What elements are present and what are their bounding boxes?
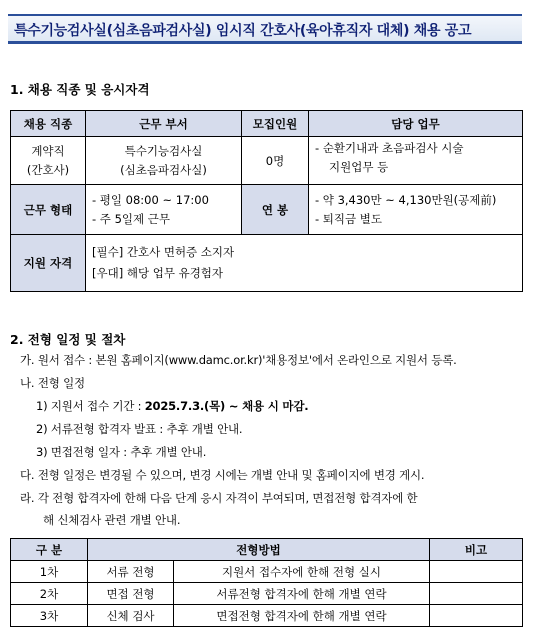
selection-table-header: [11, 539, 523, 561]
header-stage: 구 분: [11, 539, 88, 561]
type-cell: 신체 검사: [88, 605, 174, 627]
recruit-table-header: [11, 111, 523, 137]
application-text: 가. 원서 접수 : 본원 홈페이지(www.damc.or.kr)'채용정보'에서 온라인으로 지원서 등록.: [20, 353, 457, 367]
step1-label: 1) 지원서 접수 기간 :: [36, 399, 145, 413]
page-title: 특수기능검사실(심초음파검사실) 임시직 간호사(육아휴직자 대체) 채용 공고: [14, 23, 472, 39]
desc-cell: 면접전형 합격자에 한해 개별 연락: [174, 605, 430, 627]
header-note: 비고: [430, 539, 523, 561]
section2-heading: 2. 전형 일정 및 절차: [10, 332, 126, 347]
hours-line: - 평일 08:00 ~ 17:00: [92, 192, 209, 207]
desc-cell: 지원서 접수자에 한해 전형 실시: [174, 561, 430, 583]
dept-cell: [86, 137, 242, 185]
table-row: [11, 583, 523, 605]
selection-table: [10, 538, 523, 627]
count-cell: 0명: [242, 137, 309, 185]
table-row: [11, 561, 523, 583]
header-dept: 근무 부서: [86, 111, 242, 137]
schedule-step2: 2) 서류전형 합격자 발표 : 추후 개별 안내.: [36, 422, 243, 436]
desc-cell: 서류전형 합격자에 한해 개별 연락: [174, 583, 430, 605]
qualification-label: 지원 자격: [11, 235, 86, 292]
salary-line: - 약 3,430만 ~ 4,130만원(공제前): [315, 192, 497, 207]
qualification-cell: [86, 235, 523, 292]
schedule-step3: 3) 면접전형 일자 : 추후 개별 안내.: [36, 445, 207, 459]
table-row: [11, 235, 523, 292]
header-duty: 담당 업무: [309, 111, 523, 137]
dept-line: 특수기능검사실: [124, 143, 203, 158]
stage-cell: 1차: [11, 561, 88, 583]
note-cell: [430, 561, 523, 583]
stage-notice-line2: 해 신체검사 관련 개별 안내.: [43, 513, 181, 527]
hours-line: - 주 5일제 근무: [92, 211, 170, 226]
schedule-step1: [36, 398, 308, 414]
type-cell: 서류 전형: [88, 561, 174, 583]
note-cell: [430, 605, 523, 627]
stage-cell: 3차: [11, 605, 88, 627]
stage-cell: 2차: [11, 583, 88, 605]
hours-cell: [86, 185, 242, 235]
recruit-table: [10, 110, 523, 292]
title-banner: [8, 14, 522, 44]
type-cell: 면접 전형: [88, 583, 174, 605]
qualification-line: [필수] 간호사 면허증 소지자: [92, 245, 235, 259]
header-count: 모집인원: [242, 111, 309, 137]
duty-cell: [309, 137, 523, 185]
section1-heading: 1. 채용 직종 및 응시자격: [10, 82, 150, 97]
dept-line: (심초음파검사실): [120, 162, 207, 177]
job-line: (간호사): [26, 162, 70, 177]
schedule-heading: 나. 전형 일정: [20, 376, 85, 390]
salary-cell: [309, 185, 523, 235]
table-row: [11, 185, 523, 235]
job-line: 계약직: [31, 143, 65, 158]
qualification-line: [우대] 해당 업무 유경험자: [92, 266, 224, 280]
table-row: [11, 137, 523, 185]
job-cell: [11, 137, 86, 185]
work-type-label: 근무 형태: [11, 185, 86, 235]
schedule-notice: 다. 전형 일정은 변경될 수 있으며, 변경 시에는 개별 안내 및 홈페이지에 변경 게시.: [20, 468, 425, 482]
duty-line: - 순환기내과 초음파검사 시술: [315, 141, 464, 155]
duty-line: 지원업무 등: [329, 160, 389, 174]
table-row: [11, 605, 523, 627]
salary-label: 연 봉: [242, 185, 309, 235]
header-job: 채용 직종: [11, 111, 86, 137]
stage-notice-line1: 라. 각 전형 합격자에 한해 다음 단계 응시 자격이 부여되며, 면접전형 합격자에 한: [20, 491, 418, 505]
salary-line: - 퇴직금 별도: [315, 211, 383, 226]
note-cell: [430, 583, 523, 605]
step1-deadline: 2025.7.3.(목) ~ 채용 시 마감.: [144, 399, 309, 413]
header-method: 전형방법: [88, 539, 430, 561]
